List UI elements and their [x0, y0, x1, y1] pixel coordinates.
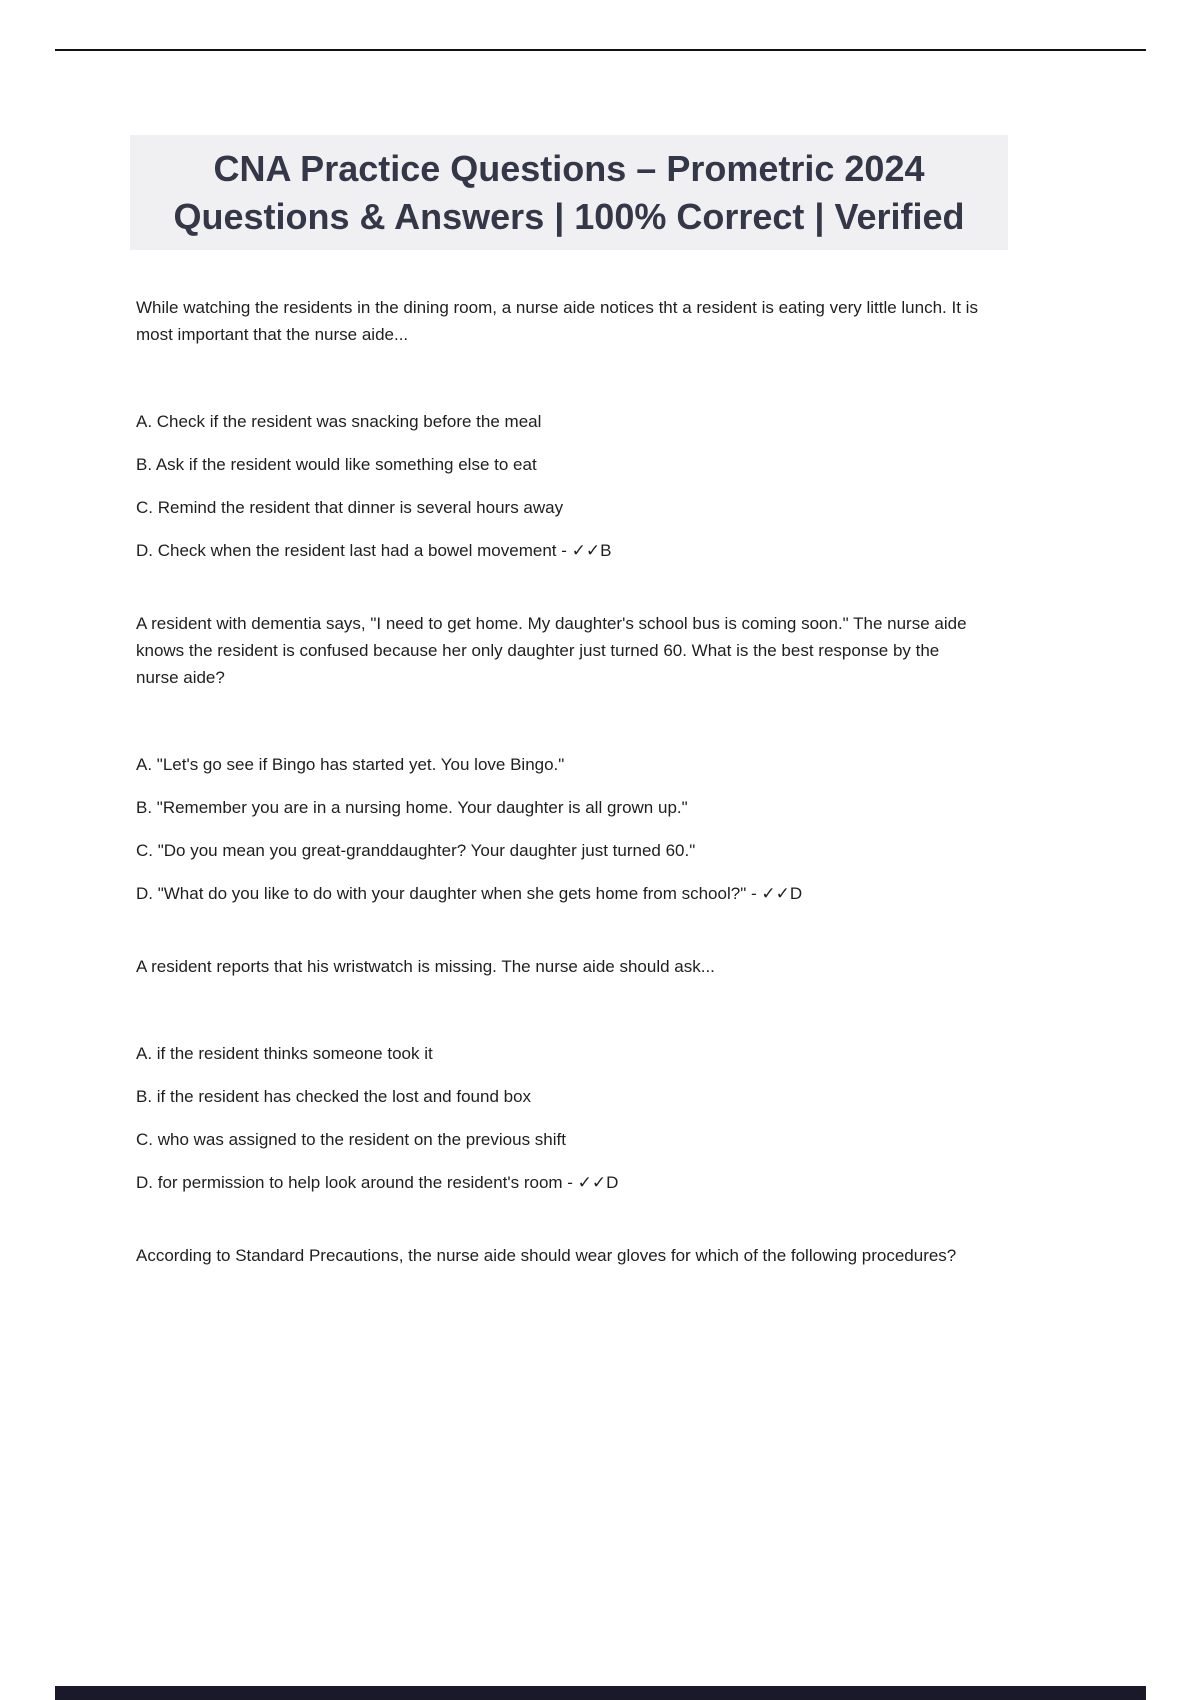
answer-option-d: D. for permission to help look around the resident's room - ✓✓D [136, 1173, 619, 1193]
document-content [136, 294, 984, 1269]
bottom-bar [55, 1686, 1146, 1700]
top-divider [55, 49, 1146, 51]
question-prompt: A resident with dementia says, "I need to get home. My daughter's school bus is coming soon." The nurse aide knows the resident is confused because her only daughter just turned 60. What is the best response by the nurse aide? [136, 614, 967, 688]
answer-option-d: D. Check when the resident last had a bowel movement - ✓✓B [136, 541, 612, 561]
question-prompt: According to Standard Precautions, the nurse aide should wear gloves for which of the following procedures? [136, 1246, 957, 1266]
answer-option-c: C. "Do you mean you great-granddaughter? Your daughter just turned 60." [136, 841, 696, 861]
question-block-2 [136, 610, 984, 907]
document-title-block [130, 135, 1008, 250]
answer-option-a: A. "Let's go see if Bingo has started yet. You love Bingo." [136, 755, 565, 775]
answer-option-a: A. Check if the resident was snacking before the meal [136, 412, 542, 432]
question-block-1 [136, 294, 984, 564]
answer-option-b: B. if the resident has checked the lost and found box [136, 1087, 532, 1107]
page-title: CNA Practice Questions – Prometric 2024 Questions & Answers | 100% Correct | Verified [173, 148, 965, 237]
answer-option-c: C. Remind the resident that dinner is several hours away [136, 498, 564, 518]
question-block-3 [136, 953, 984, 1196]
answer-option-b: B. Ask if the resident would like something else to eat [136, 455, 537, 475]
question-block-4 [136, 1242, 984, 1269]
answer-option-a: A. if the resident thinks someone took it [136, 1044, 433, 1064]
answer-option-c: C. who was assigned to the resident on the previous shift [136, 1130, 566, 1150]
answer-option-d: D. "What do you like to do with your daughter when she gets home from school?" - ✓✓D [136, 884, 803, 904]
answer-option-b: B. "Remember you are in a nursing home. Your daughter is all grown up." [136, 798, 688, 818]
question-prompt: While watching the residents in the dining room, a nurse aide notices tht a resident is eating very little lunch. It is most important that the nurse aide... [136, 298, 978, 345]
question-prompt: A resident reports that his wristwatch is missing. The nurse aide should ask... [136, 957, 715, 977]
